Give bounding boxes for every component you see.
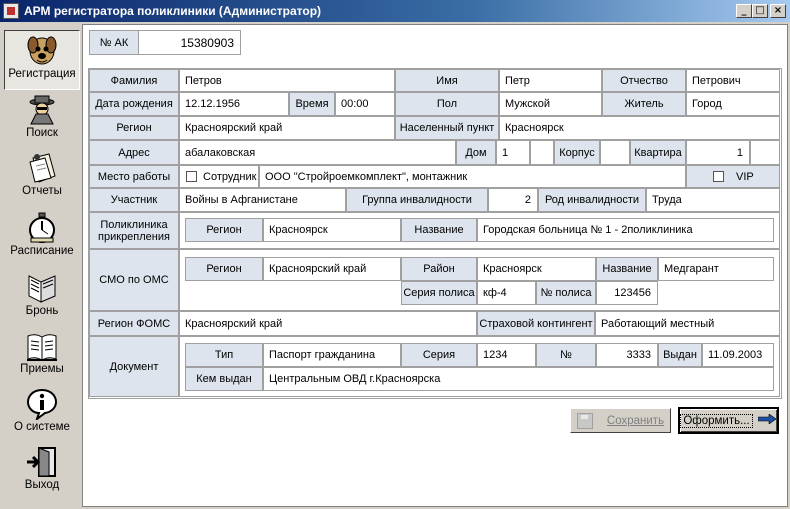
sidebar-item-schedule[interactable] [4,208,80,266]
clinic-label: Поликлиника прикрепления [89,212,179,249]
policy-number-label: № полиса [536,281,596,305]
doc-issuer-label: Кем выдан [185,367,263,391]
locality-label: Населенный пункт [395,116,499,140]
sex-field[interactable]: Мужской [499,92,602,116]
patronymic-label: Отчество [602,69,686,92]
smo-district-label: Район [401,257,477,281]
clinic-name-label: Название [401,218,477,242]
sidebar-label: Отчеты [22,185,62,197]
submit-button-label: Оформить... [683,414,750,427]
flat-field[interactable]: 1 [686,140,750,165]
contingent-label: Страховой контингент [477,311,595,336]
clinic-name-field[interactable]: Городская больница № 1 - 2поликлиника [477,218,774,242]
floppy-disk-icon [577,413,593,429]
dog-face-icon [25,35,59,67]
sidebar-item-booking[interactable] [4,268,80,324]
address-field[interactable]: абалаковская [179,140,456,165]
document-label: Документ [89,336,179,397]
house-field[interactable]: 1 [496,140,530,165]
surname-field[interactable]: Петров [179,69,395,92]
region-field[interactable]: Красноярский край [179,116,395,140]
save-button-label: Сохранить [606,414,665,427]
smo-region-field[interactable]: Красноярский край [263,257,401,281]
surname-label: Фамилия [89,69,179,92]
dob-label: Дата рождения [89,92,179,116]
sidebar-item-exit[interactable] [4,442,80,498]
vip-checkbox[interactable] [686,165,780,188]
name-field[interactable]: Петр [499,69,602,92]
policy-number-field[interactable]: 123456 [596,281,658,305]
patronymic-field[interactable]: Петрович [686,69,780,92]
maximize-button[interactable]: □ [752,4,768,18]
participant-field[interactable]: Войны в Афганистане [179,188,346,212]
clinic-region-field[interactable]: Красноярск [263,218,401,242]
sex-label: Пол [395,92,499,116]
arrow-right-icon [758,414,776,427]
doc-issued-label: Выдан [658,343,702,367]
info-icon [25,388,59,420]
sidebar-item-reports[interactable] [4,148,80,206]
foms-region-field[interactable]: Красноярский край [179,311,477,336]
employee-checkbox[interactable] [179,165,259,188]
spy-search-icon [25,94,59,126]
foms-region-label: Регион ФОМС [89,311,179,336]
resident-label: Житель [602,92,686,116]
reports-icon [25,152,59,184]
disability-group-label: Группа инвалидности [346,188,488,212]
sidebar-label: О системе [14,421,70,433]
close-button[interactable]: × [770,4,786,18]
sidebar-label: Расписание [10,245,74,257]
sidebar [2,24,80,507]
booking-icon [25,272,59,304]
vip-label: VIP [736,170,754,183]
disability-group-field[interactable]: 2 [488,188,538,212]
disability-kind-label: Род инвалидности [538,188,646,212]
smo-name-label: Название [596,257,658,281]
work-label: Место работы [89,165,179,188]
address-label: Адрес [89,140,179,165]
doc-series-label: Серия [401,343,477,367]
house-label: Дом [456,140,496,165]
submit-button[interactable] [678,407,779,434]
building-field[interactable] [600,140,630,165]
book-icon [25,330,59,362]
doc-issued-field[interactable]: 11.09.2003 [702,343,774,367]
sidebar-item-appointments[interactable] [4,326,80,384]
disability-kind-field[interactable]: Труда [646,188,780,212]
sidebar-label: Выход [24,479,60,491]
doc-number-label: № [536,343,596,367]
policy-series-label: Серия полиса [401,281,477,305]
vip-checkbox-box[interactable] [713,171,724,182]
card-number-label: № АК [89,30,139,55]
contingent-field[interactable]: Работающий местный [595,311,780,336]
flat-label: Квартира [630,140,686,165]
minimize-button[interactable]: _ [736,4,752,18]
resident-field[interactable]: Город [686,92,780,116]
title-bar [0,0,790,22]
sidebar-label: Поиск [26,127,58,139]
sidebar-label: Регистрация [8,68,76,80]
flat-extra-field[interactable] [750,140,780,165]
sidebar-item-search[interactable] [4,90,80,146]
smo-label: СМО по ОМС [89,249,179,311]
smo-district-field[interactable]: Красноярск [477,257,596,281]
card-number-field[interactable]: 15380903 [138,30,241,55]
employee-label: Сотрудник [203,170,257,183]
doc-type-label: Тип [185,343,263,367]
window-title: АРМ регистратора поликлиники (Администратор) [24,4,322,18]
doc-number-field[interactable]: 3333 [596,343,658,367]
save-button[interactable] [570,408,671,433]
region-label: Регион [89,116,179,140]
smo-name-field[interactable]: Медгарант [658,257,774,281]
app-icon [3,3,19,19]
sidebar-label: Приемы [20,363,64,375]
employee-checkbox-box[interactable] [186,171,197,182]
main-panel [82,24,788,507]
dob-field[interactable]: 12.12.1956 [179,92,289,116]
doc-issuer-field[interactable]: Центральным ОВД г.Красноярска [263,367,774,391]
work-field[interactable]: ООО "Стройроемкомплект", монтажник [259,165,686,188]
exit-door-icon [25,446,59,478]
doc-series-field[interactable]: 1234 [477,343,536,367]
house-extra-field[interactable] [530,140,554,165]
doc-type-field[interactable]: Паспорт гражданина [263,343,401,367]
participant-label: Участник [89,188,179,212]
name-label: Имя [395,69,499,92]
stopwatch-icon [25,212,59,244]
sidebar-item-registration[interactable] [4,30,80,90]
sidebar-label: Бронь [25,305,59,317]
policy-series-field[interactable]: кф-4 [477,281,536,305]
locality-field[interactable]: Красноярск [499,116,780,140]
clinic-region-label: Регион [185,218,263,242]
smo-region-label: Регион [185,257,263,281]
building-label: Корпус [554,140,600,165]
time-field[interactable]: 00:00 [335,92,395,116]
sidebar-item-about[interactable] [4,384,80,442]
time-label: Время [289,92,335,116]
